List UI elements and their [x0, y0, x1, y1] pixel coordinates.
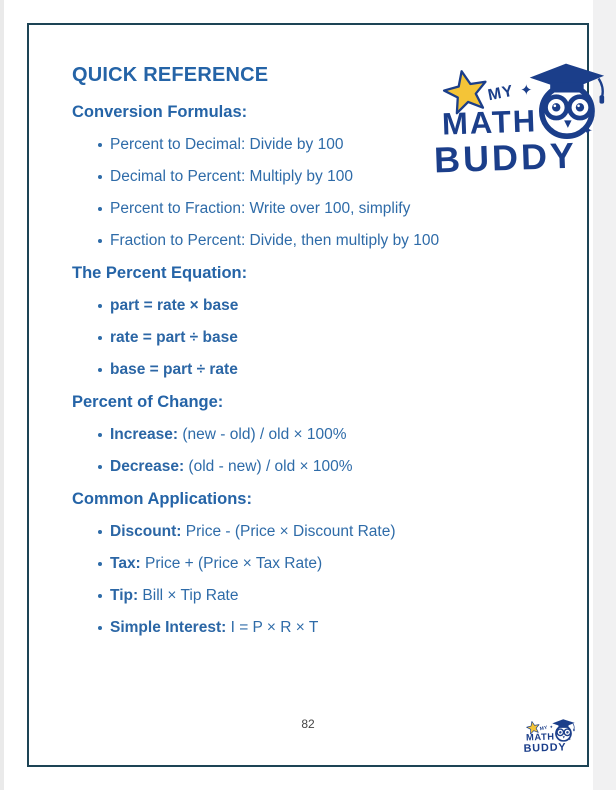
list-item — [72, 168, 492, 185]
logo-word-my: MY — [539, 724, 548, 732]
page-content — [72, 64, 492, 651]
item-bold-text: rate = part ÷ base — [110, 329, 238, 346]
bullet-icon — [98, 594, 102, 598]
percent-equation-list — [72, 297, 492, 378]
list-item — [72, 523, 492, 540]
list-item — [72, 587, 492, 604]
logo-word-buddy: BUDDY — [523, 740, 567, 755]
list-item — [72, 426, 492, 443]
item-text: Decimal to Percent: Multiply by 100 — [110, 168, 353, 185]
bullet-icon — [98, 336, 102, 340]
page-title: QUICK REFERENCE — [72, 64, 269, 86]
item-bold-text: base = part ÷ rate — [110, 361, 238, 378]
section-heading-percent-of-change: Percent of Change: — [72, 393, 224, 411]
logo-word-math: MATH — [525, 731, 555, 743]
item-text: Percent to Fraction: Write over 100, simplify — [110, 200, 411, 217]
bullet-icon — [98, 433, 102, 437]
item-bold-text: Discount: — [110, 523, 182, 540]
page-frame — [27, 23, 593, 767]
item-bold-text: Simple Interest: — [110, 619, 227, 636]
sparkle-icon: ✦ — [520, 82, 533, 99]
item-bold-text: Increase: — [110, 426, 179, 443]
bullet-icon — [98, 143, 102, 147]
common-applications-list — [72, 523, 492, 636]
sparkle-icon: ✦ — [549, 724, 554, 730]
sparkle-icon: ✦ — [582, 123, 593, 138]
math-buddy-logo-small — [523, 719, 581, 761]
item-text: (new - old) / old × 100% — [178, 426, 347, 443]
logo-word-math: MATH — [441, 103, 538, 142]
viewer-background-left — [0, 0, 4, 790]
percent-of-change-list — [72, 426, 492, 475]
list-item — [72, 361, 492, 378]
item-text: Percent to Decimal: Divide by 100 — [110, 136, 344, 153]
logo-word-buddy: BUDDY — [433, 134, 578, 181]
bullet-icon — [98, 239, 102, 243]
bullet-icon — [98, 304, 102, 308]
sparkle-icon: ✦ — [568, 737, 572, 742]
bullet-icon — [98, 207, 102, 211]
section-heading-percent-equation: The Percent Equation: — [72, 264, 248, 282]
item-bold-text: Tax: — [110, 555, 141, 572]
section-heading-conversion-formulas: Conversion Formulas: — [72, 103, 248, 121]
item-text: Price + (Price × Tax Rate) — [140, 555, 323, 572]
logo-word-my: MY — [486, 82, 516, 105]
list-item — [72, 555, 492, 572]
item-bold-text: Decrease: — [110, 458, 185, 475]
bullet-icon — [98, 175, 102, 179]
bullet-icon — [98, 562, 102, 566]
bullet-icon — [98, 368, 102, 372]
list-item — [72, 200, 492, 217]
page-number: 82 — [301, 717, 315, 731]
conversion-formulas-list — [72, 136, 492, 249]
item-text: Fraction to Percent: Divide, then multiply by 100 — [110, 232, 440, 249]
bullet-icon — [98, 465, 102, 469]
list-item — [72, 232, 492, 249]
item-text: Price - (Price × Discount Rate) — [181, 523, 396, 540]
list-item — [72, 458, 492, 475]
item-text: Bill × Tip Rate — [138, 587, 239, 604]
list-item — [72, 619, 492, 636]
item-text: I = P × R × T — [226, 619, 319, 636]
list-item — [72, 329, 492, 346]
bullet-icon — [98, 626, 102, 630]
section-heading-common-applications: Common Applications: — [72, 490, 252, 508]
item-bold-text: Tip: — [110, 587, 139, 604]
star-icon — [439, 65, 494, 120]
math-buddy-logo-large — [432, 63, 612, 188]
bullet-icon — [98, 530, 102, 534]
item-text: (old - new) / old × 100% — [184, 458, 353, 475]
list-item — [72, 136, 492, 153]
item-bold-text: part = rate × base — [110, 297, 239, 314]
list-item — [72, 297, 492, 314]
